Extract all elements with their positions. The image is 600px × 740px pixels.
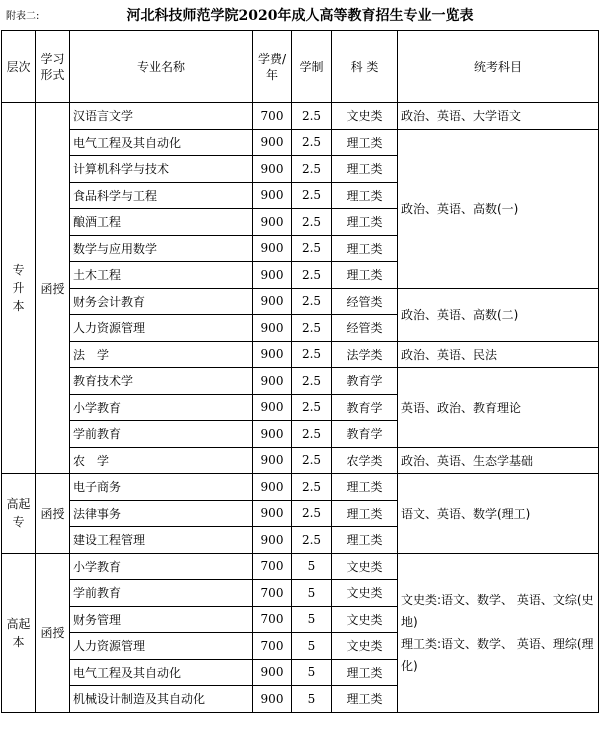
major-cell: 电子商务 [70,474,253,501]
category-cell: 文史类 [332,580,398,607]
category-cell: 教育学 [332,368,398,395]
fee-cell: 900 [253,235,292,262]
major-cell: 小学教育 [70,394,253,421]
fee-cell: 900 [253,474,292,501]
table-row [2,553,599,580]
fee-cell: 900 [253,262,292,289]
fee-cell: 900 [253,527,292,554]
years-cell: 2.5 [292,421,332,448]
years-cell: 2.5 [292,288,332,315]
years-cell: 5 [292,633,332,660]
fee-cell: 900 [253,447,292,474]
years-cell: 2.5 [292,500,332,527]
major-table [1,30,599,713]
exam-cell: 政治、英语、民法 [398,341,599,368]
major-cell: 建设工程管理 [70,527,253,554]
major-cell: 食品科学与工程 [70,182,253,209]
document-title: 河北科技师范学院2020年成人高等教育招生专业一览表 [126,8,474,24]
years-cell: 5 [292,659,332,686]
years-cell: 2.5 [292,182,332,209]
fee-cell: 700 [253,103,292,130]
category-cell: 理工类 [332,182,398,209]
document-header [0,0,600,30]
category-cell: 农学类 [332,447,398,474]
header-category: 科 类 [332,31,398,103]
header-level: 层次 [2,31,36,103]
exam-cell: 政治、英语、高数(一) [398,129,599,288]
major-cell: 酿酒工程 [70,209,253,236]
fee-cell: 700 [253,606,292,633]
header-mode: 学习 形式 [36,31,70,103]
level-cell: 专 升 本 [2,103,36,474]
major-cell: 汉语言文学 [70,103,253,130]
fee-cell: 900 [253,394,292,421]
level-cell: 高起 本 [2,553,36,712]
major-cell: 人力资源管理 [70,633,253,660]
major-cell: 学前教育 [70,580,253,607]
level-cell: 高起 专 [2,474,36,554]
mode-cell: 函授 [36,553,70,712]
exam-cell: 语文、英语、数学(理工) [398,474,599,554]
exam-cell: 英语、政治、教育理论 [398,368,599,448]
major-cell: 小学教育 [70,553,253,580]
header-exam: 统考科目 [398,31,599,103]
years-cell: 2.5 [292,527,332,554]
years-cell: 2.5 [292,447,332,474]
category-cell: 理工类 [332,235,398,262]
category-cell: 理工类 [332,527,398,554]
major-cell: 学前教育 [70,421,253,448]
category-cell: 理工类 [332,474,398,501]
years-cell: 2.5 [292,156,332,183]
category-cell: 理工类 [332,686,398,713]
fee-cell: 900 [253,156,292,183]
category-cell: 理工类 [332,156,398,183]
exam-cell: 政治、英语、高数(二) [398,288,599,341]
table-row [2,474,599,501]
fee-cell: 900 [253,129,292,156]
fee-cell: 900 [253,421,292,448]
category-cell: 法学类 [332,341,398,368]
years-cell: 5 [292,553,332,580]
years-cell: 2.5 [292,235,332,262]
category-cell: 理工类 [332,659,398,686]
header-major: 专业名称 [70,31,253,103]
years-cell: 2.5 [292,129,332,156]
years-cell: 2.5 [292,474,332,501]
major-cell: 财务会计教育 [70,288,253,315]
exam-cell: 政治、英语、生态学基础 [398,447,599,474]
major-cell: 法 学 [70,341,253,368]
table-row [2,288,599,315]
years-cell: 5 [292,606,332,633]
years-cell: 2.5 [292,341,332,368]
category-cell: 理工类 [332,209,398,236]
years-cell: 2.5 [292,262,332,289]
category-cell: 文史类 [332,103,398,130]
category-cell: 理工类 [332,262,398,289]
category-cell: 经管类 [332,315,398,342]
years-cell: 2.5 [292,368,332,395]
major-cell: 机械设计制造及其自动化 [70,686,253,713]
fee-cell: 900 [253,686,292,713]
major-cell: 电气工程及其自动化 [70,659,253,686]
years-cell: 5 [292,686,332,713]
major-cell: 电气工程及其自动化 [70,129,253,156]
header-row [2,31,599,103]
header-years: 学制 [292,31,332,103]
years-cell: 5 [292,580,332,607]
category-cell: 文史类 [332,553,398,580]
fee-cell: 700 [253,553,292,580]
category-cell: 理工类 [332,129,398,156]
major-cell: 教育技术学 [70,368,253,395]
mode-cell: 函授 [36,103,70,474]
mode-cell: 函授 [36,474,70,554]
major-cell: 土木工程 [70,262,253,289]
header-fee: 学费/ 年 [253,31,292,103]
category-cell: 文史类 [332,606,398,633]
fee-cell: 900 [253,209,292,236]
annex-label: 附表二: [6,11,40,22]
table-row [2,341,599,368]
table-row [2,447,599,474]
years-cell: 2.5 [292,315,332,342]
fee-cell: 900 [253,182,292,209]
major-cell: 人力资源管理 [70,315,253,342]
table-row [2,129,599,156]
fee-cell: 700 [253,633,292,660]
exam-cell: 政治、英语、大学语文 [398,103,599,130]
major-cell: 数学与应用数学 [70,235,253,262]
major-cell: 财务管理 [70,606,253,633]
major-cell: 农 学 [70,447,253,474]
table-row [2,368,599,395]
major-cell: 法律事务 [70,500,253,527]
category-cell: 教育学 [332,421,398,448]
fee-cell: 900 [253,659,292,686]
fee-cell: 700 [253,580,292,607]
years-cell: 2.5 [292,103,332,130]
category-cell: 理工类 [332,500,398,527]
fee-cell: 900 [253,500,292,527]
years-cell: 2.5 [292,394,332,421]
table-row [2,103,599,130]
category-cell: 教育学 [332,394,398,421]
category-cell: 文史类 [332,633,398,660]
exam-cell: 文史类:语文、数学、 英语、文综(史地) 理工类:语文、数学、 英语、理综(理化) [398,553,599,712]
fee-cell: 900 [253,341,292,368]
fee-cell: 900 [253,368,292,395]
fee-cell: 900 [253,315,292,342]
major-cell: 计算机科学与技术 [70,156,253,183]
category-cell: 经管类 [332,288,398,315]
fee-cell: 900 [253,288,292,315]
years-cell: 2.5 [292,209,332,236]
